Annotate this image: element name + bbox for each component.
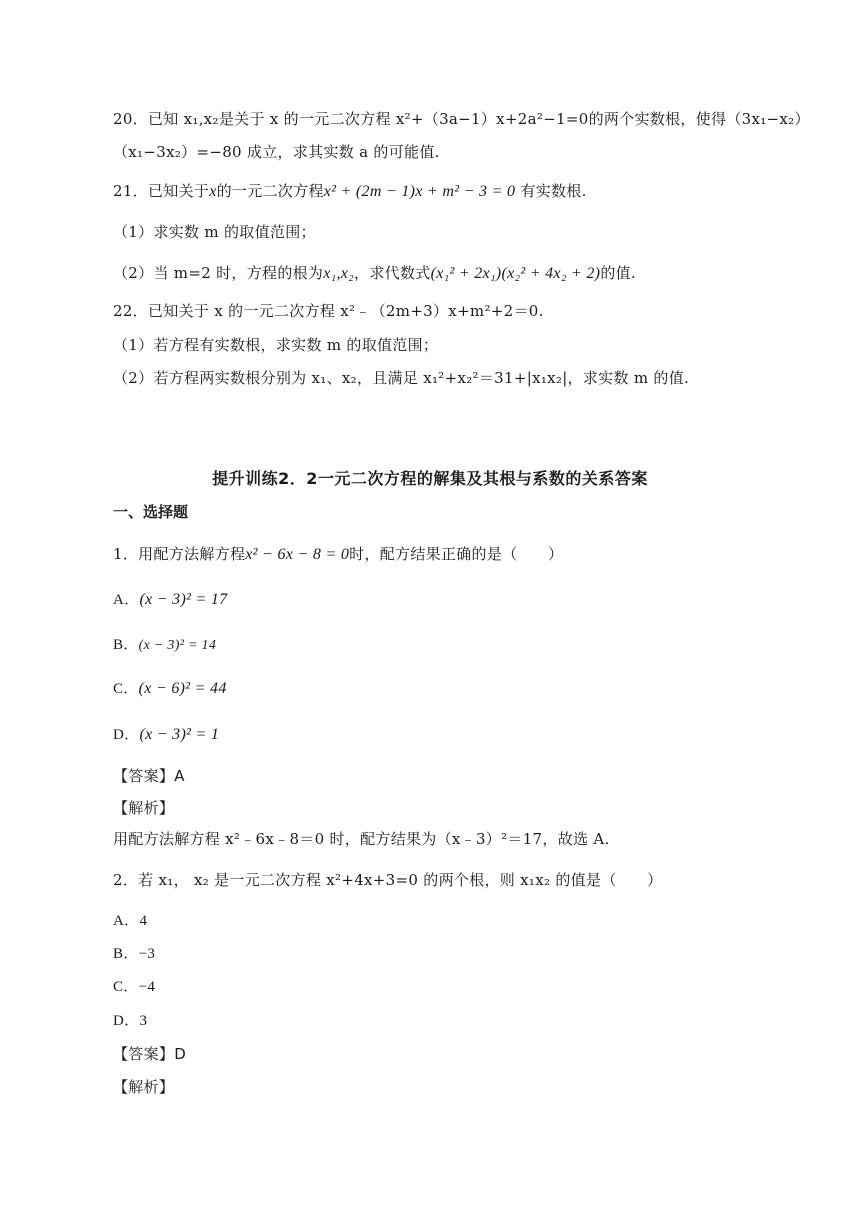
problem-21-q2-mid: ，求代数式	[354, 264, 431, 282]
question-2-option-b	[113, 943, 155, 965]
option-text: −3	[138, 946, 156, 962]
question-1-option-d	[113, 723, 219, 746]
question-1-option-b	[113, 633, 216, 657]
option-text: 3	[139, 1013, 148, 1029]
problem-21-question-1: （1）求实数 m 的取值范围；	[113, 223, 316, 241]
option-label: B．	[113, 637, 139, 653]
option-label: B．	[113, 946, 139, 962]
option-label: D．	[113, 1013, 140, 1029]
option-text: 4	[139, 913, 148, 929]
problem-20-line-1: 20．已知 x₁,x₂是关于 x 的一元二次方程 x²+（3a−1）x+2a²−1=0的两个实数根，使得（3x₁−x₂）	[113, 110, 810, 128]
problem-21-q2-roots: x₁,x₂	[323, 265, 355, 282]
option-text: (x − 3)² = 1	[139, 726, 220, 743]
problem-21-question-2	[113, 262, 636, 285]
option-text: (x − 3)² = 17	[139, 591, 228, 608]
question-1-equation: x² − 6x − 8 = 0	[245, 546, 350, 563]
problem-22-stem: 22．已知关于 x 的一元二次方程 x²﹣（2m+3）x+m²+2＝0.	[113, 302, 544, 320]
question-2-option-a	[113, 910, 147, 932]
question-1-stem-pre: 1．用配方法解方程	[113, 545, 246, 563]
problem-22-question-2: （2）若方程两实数根分别为 x₁、x₂，且满足 x₁²+x₂²＝31+|x₁x₂|，求实数 m 的值.	[113, 369, 690, 387]
problem-21-var: x	[209, 183, 217, 200]
question-1-option-a	[113, 588, 228, 611]
question-2-option-d	[113, 1010, 147, 1032]
problem-21-stem-post: 有实数根.	[520, 182, 587, 200]
question-1-option-c	[113, 677, 227, 700]
option-label: D．	[113, 727, 140, 743]
option-text: (x − 3)² = 14	[138, 638, 217, 653]
problem-21-stem-mid: 的一元二次方程	[216, 182, 324, 200]
answer-section-title: 提升训练2．2一元二次方程的解集及其根与系数的关系答案	[212, 469, 648, 488]
option-label: A．	[113, 592, 140, 608]
option-text: (x − 6)² = 44	[138, 680, 227, 697]
option-text: −4	[138, 979, 156, 995]
option-label: C．	[113, 681, 139, 697]
problem-20-line-2: （x₁−3x₂）=−80 成立，求其实数 a 的可能值.	[113, 143, 440, 161]
problem-21-q2-pre: （2）当 m=2 时，方程的根为	[113, 264, 324, 282]
question-2-analysis-label: 【解析】	[113, 1078, 175, 1096]
question-2-option-c	[113, 976, 155, 998]
option-label: C．	[113, 979, 139, 995]
problem-21-equation: x² + (2m − 1)x + m² − 3 = 0	[323, 183, 516, 200]
question-1-answer: 【答案】A	[113, 767, 185, 785]
question-1-analysis-label: 【解析】	[113, 799, 175, 817]
question-1-explanation: 用配方法解方程 x²﹣6x﹣8＝0 时，配方结果为（x﹣3）²＝17，故选 A.	[113, 830, 610, 848]
problem-21-stem-pre: 21．已知关于	[113, 182, 210, 200]
question-1-stem	[113, 543, 563, 566]
problem-22-question-1: （1）若方程有实数根，求实数 m 的取值范围；	[113, 336, 439, 354]
section-heading-multiple-choice: 一、选择题	[113, 503, 189, 521]
question-2-stem: 2．若 x₁， x₂ 是一元二次方程 x²+4x+3=0 的两个根，则 x₁x₂ 的值是（ ）	[113, 871, 663, 889]
problem-21-stem	[113, 180, 587, 203]
option-label: A．	[113, 913, 140, 929]
problem-21-q2-expression: (x₁² + 2x₁)(x₂² + 4x₂ + 2)	[430, 265, 601, 282]
problem-21-q2-post: 的值.	[600, 264, 636, 282]
question-2-answer: 【答案】D	[113, 1045, 187, 1063]
question-1-stem-post: 时，配方结果正确的是（ ）	[349, 545, 564, 563]
